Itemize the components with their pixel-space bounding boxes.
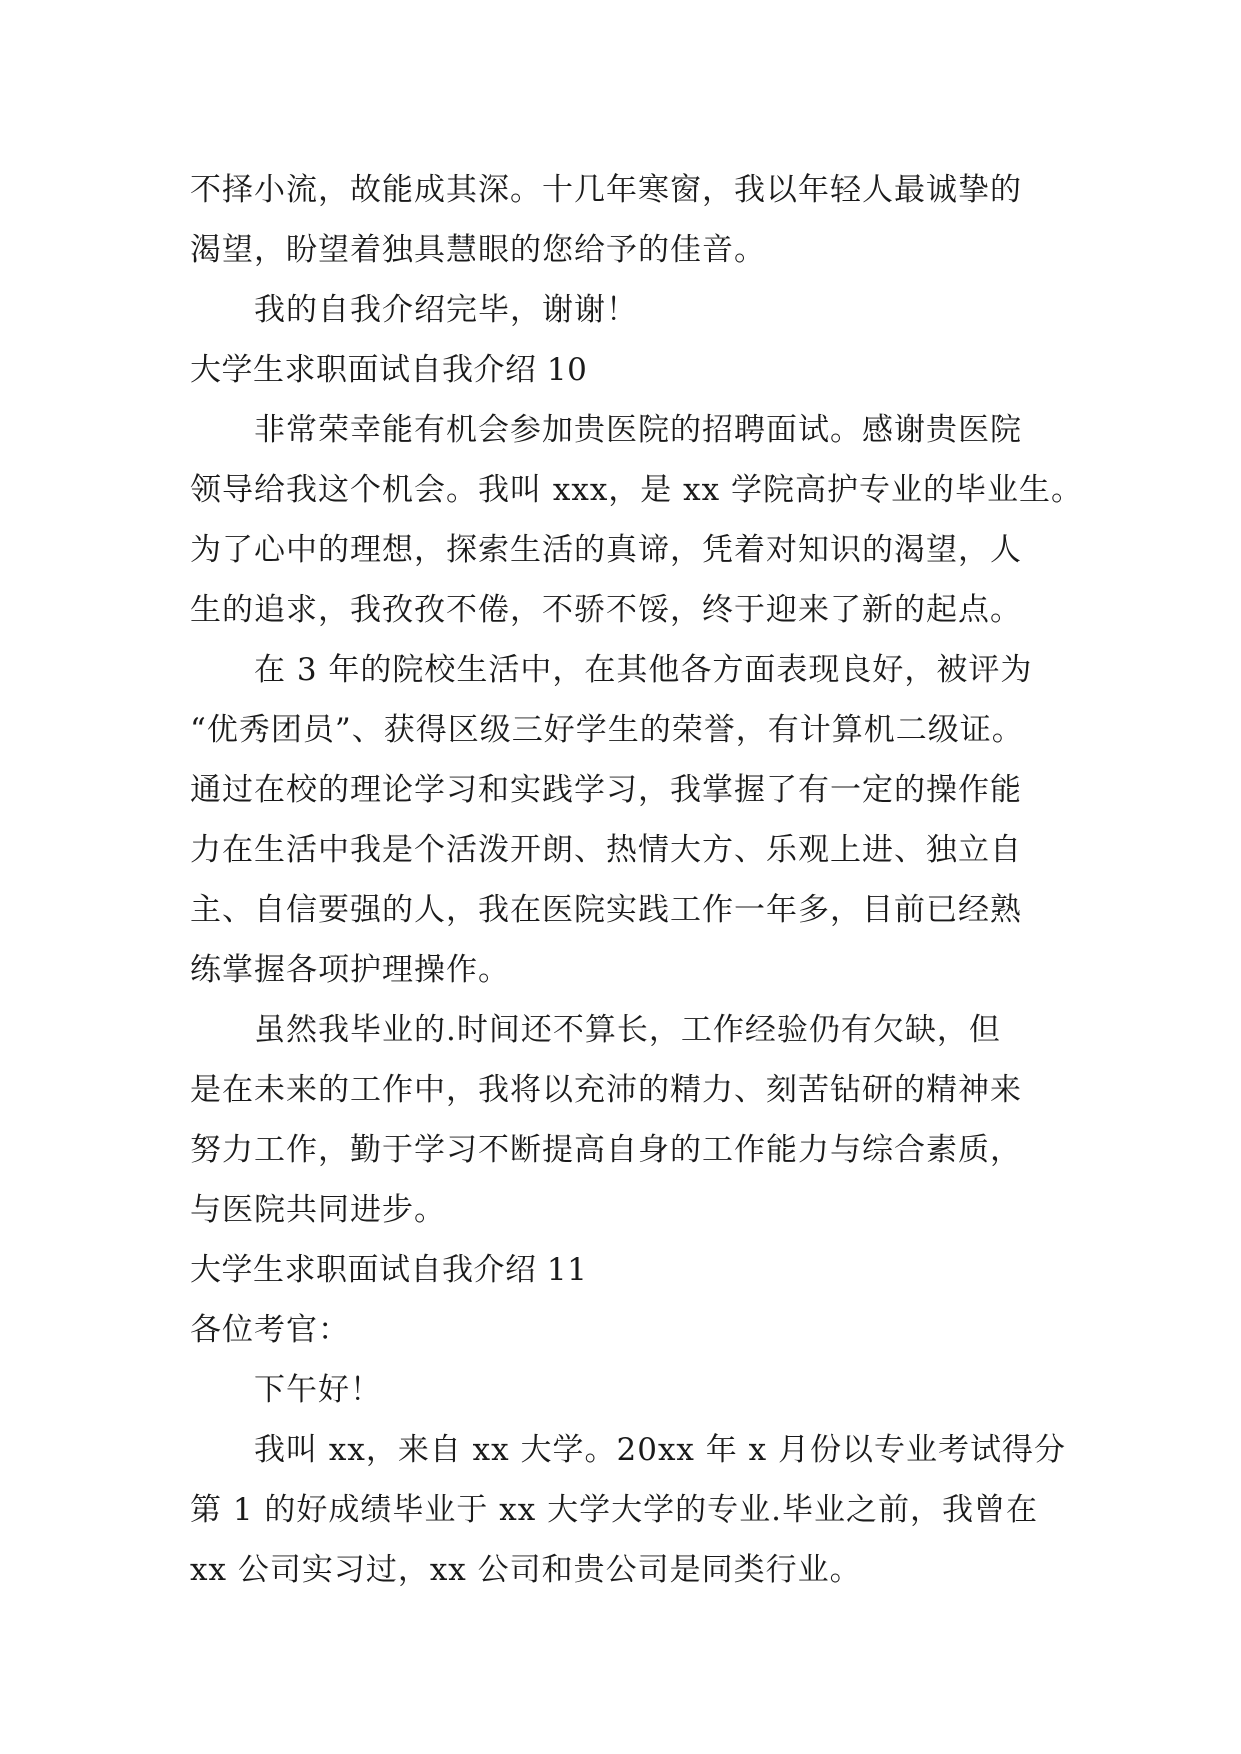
document-body [190,160,1083,1600]
text-line: 是在未来的工作中，我将以充沛的精力、刻苦钻研的精神来 [190,1072,1022,1108]
text-line: 生的追求，我孜孜不倦，不骄不馁，终于迎来了新的起点。 [190,592,1022,628]
text-line: 我的自我介绍完毕，谢谢！ [254,292,638,328]
text-line: 我叫 xx，来自 xx 大学。20xx 年 x 月份以专业考试得分 [254,1432,1066,1468]
text-line: “优秀团员”、获得区级三好学生的荣誉，有计算机二级证。 [190,712,1024,748]
text-line: 第 1 的好成绩毕业于 xx 大学大学的专业.毕业之前，我曾在 [190,1492,1038,1528]
text-line: 非常荣幸能有机会参加贵医院的招聘面试。感谢贵医院 [254,412,1022,448]
section-heading: 大学生求职面试自我介绍 10 [190,352,588,388]
salutation: 各位考官： [190,1312,350,1348]
text-line: 不择小流，故能成其深。十几年寒窗，我以年轻人最诚挚的 [190,172,1022,208]
text-line: 渴望，盼望着独具慧眼的您给予的佳音。 [190,232,766,268]
text-line: 与医院共同进步。 [190,1192,446,1228]
text-line: 在 3 年的院校生活中，在其他各方面表现良好，被评为 [254,652,1033,688]
section-heading: 大学生求职面试自我介绍 11 [190,1252,588,1288]
text-line: 努力工作，勤于学习不断提高自身的工作能力与综合素质， [190,1132,1022,1168]
text-line: 虽然我毕业的.时间还不算长，工作经验仍有欠缺，但 [254,1012,1001,1048]
greeting: 下午好！ [254,1372,382,1408]
text-line: 主、自信要强的人，我在医院实践工作一年多，目前已经熟 [190,892,1022,928]
text-line: 力在生活中我是个活泼开朗、热情大方、乐观上进、独立自 [190,832,1022,868]
text-line: 领导给我这个机会。我叫 xxx，是 xx 学院高护专业的毕业生。 [190,472,1083,508]
text-line: xx 公司实习过，xx 公司和贵公司是同类行业。 [190,1552,862,1588]
text-line: 通过在校的理论学习和实践学习，我掌握了有一定的操作能 [190,772,1022,808]
text-line: 练掌握各项护理操作。 [190,952,510,988]
text-line: 为了心中的理想，探索生活的真谛，凭着对知识的渴望，人 [190,532,1022,568]
